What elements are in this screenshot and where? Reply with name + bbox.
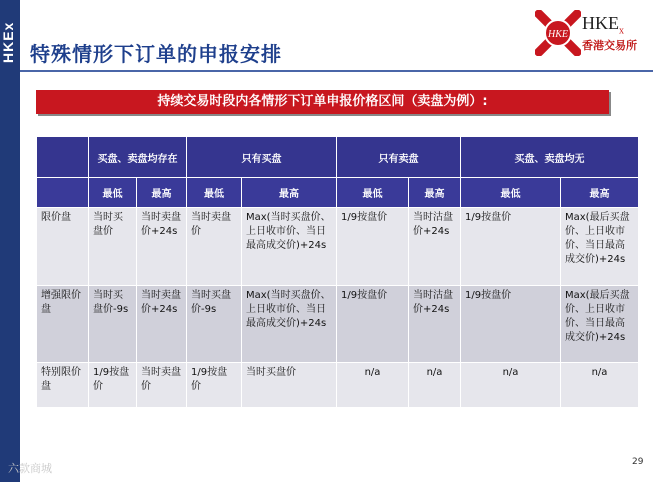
table-cell: 当时卖盘价 <box>137 363 187 408</box>
group-header: 只有买盘 <box>187 137 337 178</box>
sidebar-logo: HKEx <box>0 21 16 63</box>
sub-header-row <box>37 178 639 208</box>
table-cell: n/a <box>561 363 639 408</box>
row-label: 增强限价盘 <box>37 286 89 363</box>
group-header: 买盘、卖盘均无 <box>461 137 639 178</box>
table-cell: 当时卖盘价+24s <box>137 286 187 363</box>
group-header: 买盘、卖盘均存在 <box>89 137 187 178</box>
sub-header: 最低 <box>89 178 137 208</box>
sub-header: 最低 <box>187 178 242 208</box>
table-cell: Max(最后买盘价、上日收市价、当日最高成交价)+24s <box>561 208 639 286</box>
section-banner: 持续交易时段内各情形下订单申报价格区间（卖盘为例）: <box>36 90 609 114</box>
row-label: 特别限价盘 <box>37 363 89 408</box>
table-cell: n/a <box>409 363 461 408</box>
sub-header: 最高 <box>137 178 187 208</box>
logo-wordmark <box>582 13 624 37</box>
table-cell: 1/9按盘价 <box>89 363 137 408</box>
table-cell: 当时买盘价-9s <box>187 286 242 363</box>
emblem-text: HKE <box>548 29 568 40</box>
sidebar-strip <box>0 0 20 482</box>
hkex-emblem-icon <box>535 10 581 56</box>
table-cell: Max(当时买盘价、上日收市价、当日最高成交价)+24s <box>242 286 337 363</box>
table-cell: 1/9按盘价 <box>337 286 409 363</box>
table-cell: 1/9按盘价 <box>461 208 561 286</box>
row-label: 限价盘 <box>37 208 89 286</box>
table-cell: n/a <box>337 363 409 408</box>
sub-header: 最高 <box>409 178 461 208</box>
sub-header: 最高 <box>561 178 639 208</box>
price-range-table <box>36 136 639 408</box>
table-cell: Max(当时买盘价、上日收市价、当日最高成交价)+24s <box>242 208 337 286</box>
table-cell: 当时买盘价 <box>242 363 337 408</box>
logo-brand-suffix: x <box>619 25 624 37</box>
sub-header: 最低 <box>337 178 409 208</box>
corner-cell <box>37 178 89 208</box>
table-cell: 1/9按盘价 <box>337 208 409 286</box>
title-divider <box>20 70 653 72</box>
table-cell: n/a <box>461 363 561 408</box>
table-cell: 当时沽盘价+24s <box>409 286 461 363</box>
sub-header: 最高 <box>242 178 337 208</box>
group-header-row <box>37 137 639 178</box>
table-row <box>37 363 639 408</box>
logo-chinese-name: 香港交易所 <box>582 39 637 52</box>
group-header: 只有卖盘 <box>337 137 461 178</box>
table-cell: 1/9按盘价 <box>187 363 242 408</box>
page-number: 29 <box>632 457 644 467</box>
table-cell: 1/9按盘价 <box>461 286 561 363</box>
hkex-logo <box>535 10 647 60</box>
table-cell: 当时买盘价 <box>89 208 137 286</box>
watermark: 六款商城 <box>8 462 52 475</box>
table-cell: 当时卖盘价+24s <box>137 208 187 286</box>
table-row <box>37 208 639 286</box>
table-cell: 当时卖盘价 <box>187 208 242 286</box>
corner-cell <box>37 137 89 178</box>
sub-header: 最低 <box>461 178 561 208</box>
table-row <box>37 286 639 363</box>
table-cell: 当时买盘价-9s <box>89 286 137 363</box>
slide-title: 特殊情形下订单的申报安排 <box>30 42 282 66</box>
logo-brand: HKE <box>582 13 619 33</box>
table-cell: Max(最后买盘价、上日收市价、当日最高成交价)+24s <box>561 286 639 363</box>
table-cell: 当时沽盘价+24s <box>409 208 461 286</box>
